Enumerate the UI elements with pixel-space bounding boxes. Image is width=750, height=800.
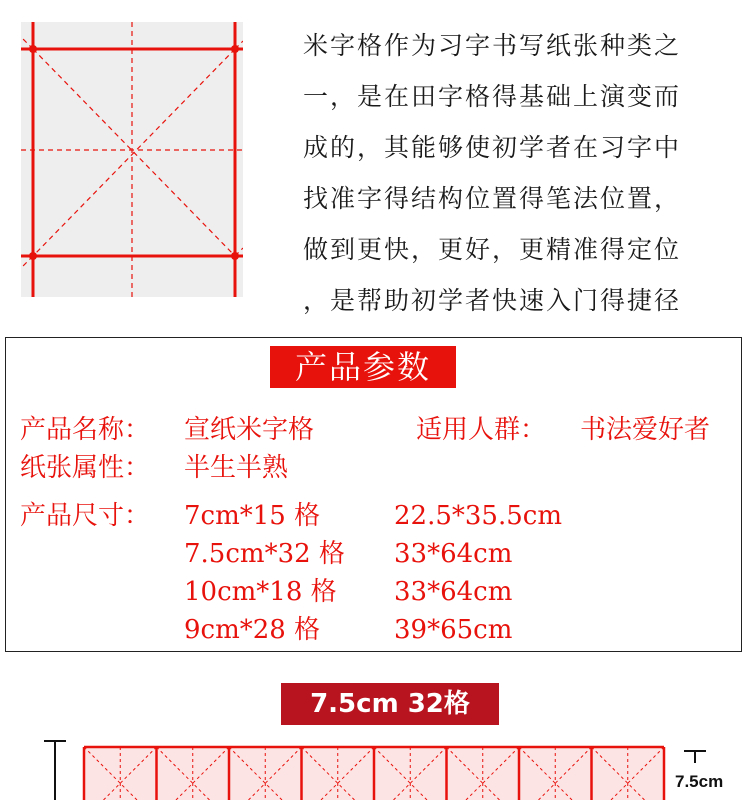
intro-section	[0, 0, 750, 316]
sample-size-badge: 7.5cm 32格	[281, 683, 499, 725]
description-line: 找准字得结构位置得笔法位置，	[303, 184, 682, 213]
name-label: 产品名称：	[20, 415, 151, 445]
size-label: 产品尺寸：	[20, 501, 151, 531]
description-line: 做到更快，更好，更精准得定位	[303, 235, 682, 264]
product-params-box	[5, 337, 742, 652]
description-text	[303, 20, 733, 326]
size-sheet: 33*64cm	[394, 539, 513, 569]
size-sheet: 39*65cm	[394, 615, 513, 645]
paper-value: 半生半熟	[184, 453, 289, 483]
size-grid: 9cm*28 格	[184, 615, 321, 645]
rice-grid-paper-image	[21, 22, 243, 297]
description-line: 米字格作为习字书写纸张种类之	[303, 31, 682, 60]
audience-label: 适用人群：	[416, 415, 547, 445]
size-grid: 7.5cm*32 格	[184, 539, 345, 569]
description-line: 一，是在田字格得基础上演变而	[303, 82, 682, 111]
size-grid: 7cm*15 格	[184, 501, 321, 531]
audience-value: 书法爱好者	[580, 415, 711, 445]
name-value: 宣纸米字格	[184, 415, 315, 445]
description-line: ，是帮助初学者快速入门得捷径	[303, 286, 682, 315]
size-sheet: 33*64cm	[394, 577, 513, 607]
dimension-label: 7.5cm	[675, 772, 724, 791]
description-line: 成的，其能够使初学者在习字中	[303, 133, 682, 162]
grid-sample-strip	[0, 735, 750, 800]
size-grid: 10cm*18 格	[184, 577, 337, 607]
paper-label: 纸张属性：	[20, 453, 151, 483]
size-sheet: 22.5*35.5cm	[394, 501, 562, 531]
params-title: 产品参数	[270, 346, 456, 388]
grid-sample-svg	[0, 735, 750, 800]
